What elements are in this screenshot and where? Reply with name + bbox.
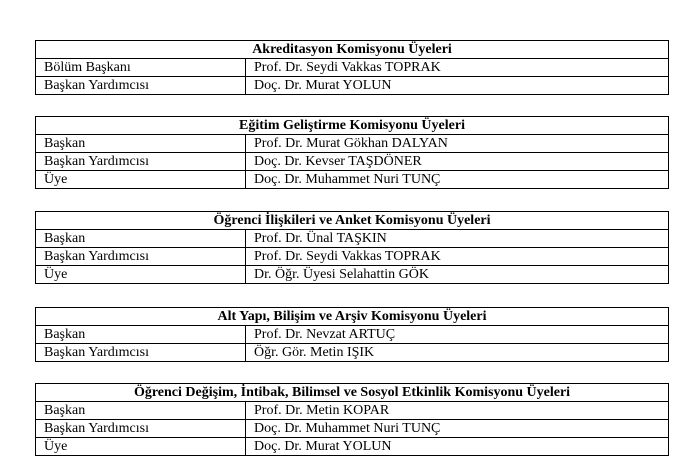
member-name: Prof. Dr. Murat Gökhan DALYAN	[246, 135, 669, 153]
table-row	[36, 171, 669, 189]
table-header-row	[36, 384, 669, 402]
table-header-row	[36, 308, 669, 326]
member-role: Başkan Yardımcısı	[36, 344, 246, 362]
table-row	[36, 326, 669, 344]
member-role: Başkan	[36, 230, 246, 248]
member-name: Öğr. Gör. Metin IŞIK	[246, 344, 669, 362]
committee-table-infrastructure	[35, 307, 669, 362]
table-row	[36, 153, 669, 171]
member-name: Doç. Dr. Kevser TAŞDÖNER	[246, 153, 669, 171]
committee-title: Alt Yapı, Bilişim ve Arşiv Komisyonu Üyeleri	[36, 308, 669, 326]
table-header-row	[36, 41, 669, 59]
member-name: Doç. Dr. Muhammet Nuri TUNÇ	[246, 420, 669, 438]
member-role: Başkan Yardımcısı	[36, 153, 246, 171]
member-role: Üye	[36, 171, 246, 189]
table-row	[36, 77, 669, 95]
member-role: Üye	[36, 266, 246, 284]
member-role: Başkan Yardımcısı	[36, 77, 246, 95]
member-name: Prof. Dr. Ünal TAŞKIN	[246, 230, 669, 248]
committee-table-accreditation	[35, 40, 669, 95]
member-name: Prof. Dr. Metin KOPAR	[246, 402, 669, 420]
table-row	[36, 135, 669, 153]
member-role: Başkan	[36, 135, 246, 153]
member-name: Doç. Dr. Murat YOLUN	[246, 77, 669, 95]
table-row	[36, 344, 669, 362]
member-role: Başkan Yardımcısı	[36, 420, 246, 438]
committee-table-student-relations	[35, 211, 669, 284]
member-name: Prof. Dr. Nevzat ARTUÇ	[246, 326, 669, 344]
committee-table-education	[35, 116, 669, 189]
table-row	[36, 438, 669, 456]
member-role: Başkan	[36, 402, 246, 420]
member-name: Prof. Dr. Seydi Vakkas TOPRAK	[246, 59, 669, 77]
committee-title: Öğrenci İlişkileri ve Anket Komisyonu Üyeleri	[36, 212, 669, 230]
table-row	[36, 266, 669, 284]
committee-table-student-exchange	[35, 383, 669, 456]
member-role: Başkan	[36, 326, 246, 344]
table-row	[36, 420, 669, 438]
table-row	[36, 402, 669, 420]
table-header-row	[36, 212, 669, 230]
table-row	[36, 59, 669, 77]
committee-title: Akreditasyon Komisyonu Üyeleri	[36, 41, 669, 59]
member-name: Doç. Dr. Muhammet Nuri TUNÇ	[246, 171, 669, 189]
member-role: Bölüm Başkanı	[36, 59, 246, 77]
table-row	[36, 248, 669, 266]
table-header-row	[36, 117, 669, 135]
member-name: Prof. Dr. Seydi Vakkas TOPRAK	[246, 248, 669, 266]
member-role: Üye	[36, 438, 246, 456]
member-name: Dr. Öğr. Üyesi Selahattin GÖK	[246, 266, 669, 284]
member-name: Doç. Dr. Murat YOLUN	[246, 438, 669, 456]
table-row	[36, 230, 669, 248]
committee-title: Öğrenci Değişim, İntibak, Bilimsel ve Sosyol Etkinlik Komisyonu Üyeleri	[36, 384, 669, 402]
committee-title: Eğitim Geliştirme Komisyonu Üyeleri	[36, 117, 669, 135]
member-role: Başkan Yardımcısı	[36, 248, 246, 266]
